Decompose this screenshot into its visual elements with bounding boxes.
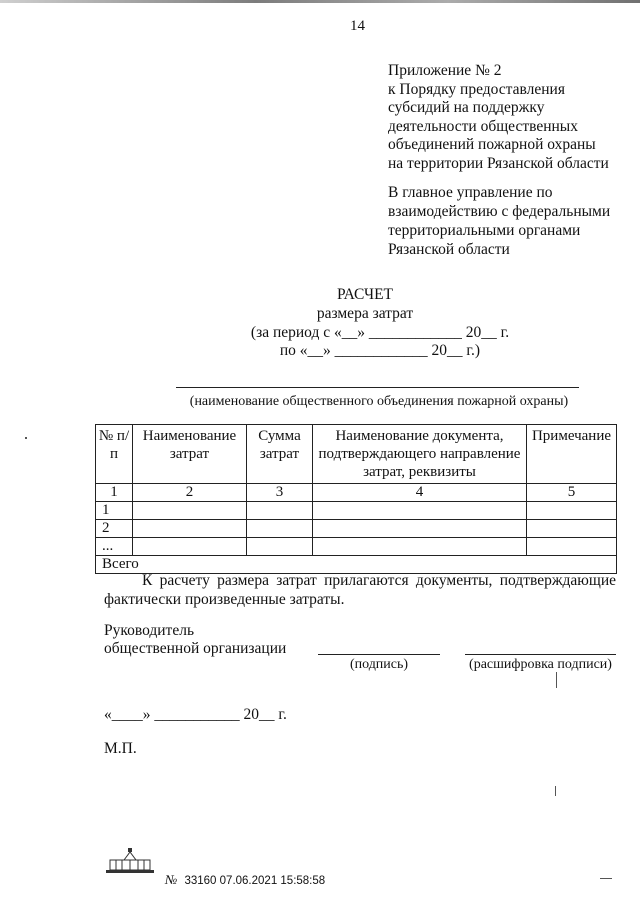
page-number: 14 (350, 18, 365, 34)
table-cell (313, 538, 527, 556)
scan-speck (555, 786, 556, 796)
table-cell (133, 538, 247, 556)
appendix-line: на территории Рязанской области (388, 154, 609, 172)
appendix-line: Приложение № 2 (388, 62, 502, 79)
appendix-line: к Порядку предоставления (388, 80, 565, 98)
table-cell (313, 520, 527, 538)
scan-top-edge (0, 0, 640, 3)
header-document: Наименование документа, подтверждающего направление затрат, реквизиты (313, 425, 527, 484)
row-number: 1 (96, 502, 133, 520)
scan-speck (600, 878, 612, 879)
appendix-header (388, 62, 638, 173)
table-cell (527, 502, 617, 520)
registration-stamp (165, 872, 325, 888)
registration-datetime: 07.06.2021 15:58:58 (219, 875, 326, 887)
organization-name-caption: (наименование общественного объединения пожарной охраны) (189, 394, 569, 409)
addressee-line: территориальными органами (388, 222, 581, 239)
table-cell (313, 502, 527, 520)
signature-line (318, 654, 440, 655)
row-number: ... (96, 538, 133, 556)
government-building-icon (104, 846, 156, 876)
addressee-line: взаимодействию с федеральными (388, 203, 611, 220)
row-number: 2 (96, 520, 133, 538)
stamp-place-label: М.П. (104, 740, 137, 757)
signature-caption: (подпись) (349, 657, 409, 672)
scan-speck (25, 437, 27, 439)
period-line-to: по «__» ____________ 20__ г.) (279, 342, 481, 359)
period-line-from: (за период с «__» ____________ 20__ г. (250, 324, 510, 341)
signature-decode-line (465, 654, 616, 655)
table-row (96, 538, 617, 556)
column-number: 5 (527, 484, 617, 502)
document-subtitle: размера затрат (316, 305, 414, 322)
attachment-text: К расчету размера затрат прилагаются документы, подтверждающие фактически произведенные затраты. (104, 572, 616, 608)
column-number: 1 (96, 484, 133, 502)
table-cell (527, 520, 617, 538)
table-cell (247, 520, 313, 538)
organization-name-line (176, 387, 579, 388)
table-cell (247, 502, 313, 520)
table-header-row (96, 425, 617, 484)
signatory-title (104, 622, 286, 658)
document-title: РАСЧЕТ (336, 286, 394, 303)
signatory-line: общественной организации (104, 640, 287, 657)
registration-symbol: № (165, 872, 178, 887)
appendix-line: деятельности общественных (388, 117, 578, 135)
registration-number: 33160 (184, 875, 217, 887)
column-number: 3 (247, 484, 313, 502)
addressee-line: Рязанской области (388, 241, 510, 258)
costs-table (95, 424, 617, 574)
table-cell (247, 538, 313, 556)
scan-speck (556, 672, 557, 688)
header-cost-sum: Сумма затрат (247, 425, 313, 484)
header-number: № п/п (96, 425, 133, 484)
table-row (96, 502, 617, 520)
appendix-line: объединений пожарной охраны (388, 136, 596, 153)
signatory-line: Руководитель (104, 622, 195, 639)
addressee-block (388, 183, 638, 259)
table-cell (527, 538, 617, 556)
date-line: «____» ___________ 20__ г. (104, 706, 287, 723)
table-cell (133, 502, 247, 520)
table-row (96, 520, 617, 538)
attachment-paragraph (104, 571, 616, 609)
header-note: Примечание (527, 425, 617, 484)
column-number-row (96, 484, 617, 502)
appendix-line: субсидий на поддержку (388, 99, 545, 116)
column-number: 4 (313, 484, 527, 502)
total-label: Всего (96, 556, 617, 574)
header-cost-name: Наименование затрат (133, 425, 247, 484)
addressee-line: В главное управление по (388, 184, 553, 201)
table-cell (133, 520, 247, 538)
column-number: 2 (133, 484, 247, 502)
signature-decode-caption: (расшифровка подписи) (469, 657, 612, 672)
